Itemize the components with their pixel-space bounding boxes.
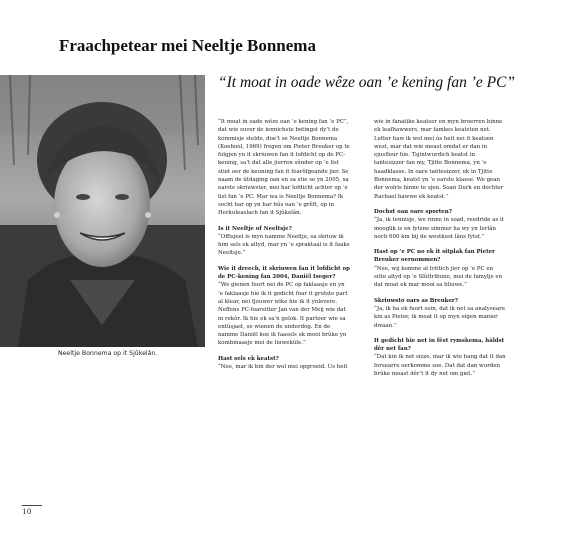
interview-question: It gedicht hie net in fêst rymskema, hâldst dêr net fan?: [374, 337, 505, 353]
body-paragraph: “Ja, ik tennisje, we rinne in soad, reedride as it mooglik is en fytsne simmer ha wy yn Ierlân noch 600 km bij de westkust lâns fytst.”: [374, 217, 504, 240]
body-paragraph: “Offisjeel is myn namme Neeltje, sa skriuw ik him sels ek altyd, mar yn ’e spraktaal is it faaks Neeltsje.”: [218, 233, 350, 257]
body-paragraph: wie in fanatike keatser en myn broerren binne ek leafhawwers, mar famkes keatsten net. Letter haw ik wol mei ús heit nei it keatsen west, mar dat wie meast omdat er dan in ejusfleur hie. Tsjintwurdich keatst in tantesizzer fan my, Tjitte Bonnema, yn ’e haadklasse. In oare tantesizzer, ek in Tjitte Bonnema, keatst yn ’e earste klasse. We gean der wolris hinne te sjen. Soan Durk en dochter Rachael hawwe ek keatst.”: [374, 119, 504, 200]
text-column-right: [374, 118, 506, 378]
interview-question: Skriuwsto oars as Breuker?: [374, 297, 458, 304]
article-title: Fraachpetear mei Neeltje Bonnema: [59, 36, 316, 55]
pull-quote: “It moat in oade wêze oan ’e kening fan ’e PC”: [218, 74, 516, 91]
interview-question: Hast op ’e PC no ek it sitplak fan Pieter Breuker oernommen?: [374, 249, 495, 264]
portrait-photo: [0, 75, 205, 347]
interview-question: Is it Neeltje of Neeltsje?: [218, 225, 292, 232]
photo-caption: Neeltje Bonnema op it Sjûkelân.: [58, 350, 158, 357]
body-paragraph: “Nee, mar ik bin der wol mei opgroeid. Us heit: [218, 364, 348, 371]
interview-question: Dochst oan oare sporten?: [374, 208, 452, 215]
text-column-left: [218, 118, 350, 371]
page-number: 10: [22, 505, 42, 516]
body-paragraph: “Ja, ik ha ek fuort sein, dat ik net sa analyseare kin as Pieter, ik moat it op myn eigen manier dwaan.”: [374, 305, 505, 329]
interview-question: Wie it dreech, it skriuwen fan it lofdicht op de PC-kening fan 2004, Daniël Iseger?: [218, 265, 350, 281]
body-paragraph: “Nee, wij komme al trittich jier op ’e PC en sitte altyd op ’e Slûttribune, mei de famylje en dat moat ek mar mooi sa bliuwe.”: [374, 265, 503, 289]
body-paragraph: “It moat in oade wêze oan ’e kening fan ’e PC”, dat wie suver de iennichste betingst dy’t de kommisje stelde, doe’t se Neeltje Bonnema (Koehool, 1969) fregen om Pieter Breuker op te folgjen yn it skriuwen fan it lofdicht op de PC-kening, sa’t dat alle jierren sûnder op ’e list stiet oer de keuning fan it foarôfgeande jier. Se naam de útdaging oan en sa stie se yn 2005, sa earste skriuwster, mei har lofdicht achter op ’e list fan ’e PC. Mar wa is Neeltje Bonnema? Ik socht har op yn har hûs oan ’e grêft, op in Herkuleaslach fan it Sjûkelân.: [218, 119, 350, 217]
interview-question: Hast sels ek keatst?: [218, 355, 279, 362]
body-paragraph: “Dat kin ik net sizze, mar ik wie bang dat it dan forsearre oerkomme soe. Dat dat dan wurden brûke moast dêr’t it dy net om giet.”: [374, 354, 506, 378]
body-paragraph: “We gienen fuort nei de PC op faklaasje en yn ’e faklaasje hie ik it gedicht foar it grutste part al klear, nei fjouwer wike hie ik it ynlevere. Neffens PC-foarsitter Jan van der Meij wie dat in rekôr. Ik hie ek sa’n gelok. It partoer wie sa entûsjast, se wienen de underdog. En de namme Daniël koe ik faasels ek mooi brûke yn kombinaasje mei de liuwekûle.”: [218, 282, 348, 347]
